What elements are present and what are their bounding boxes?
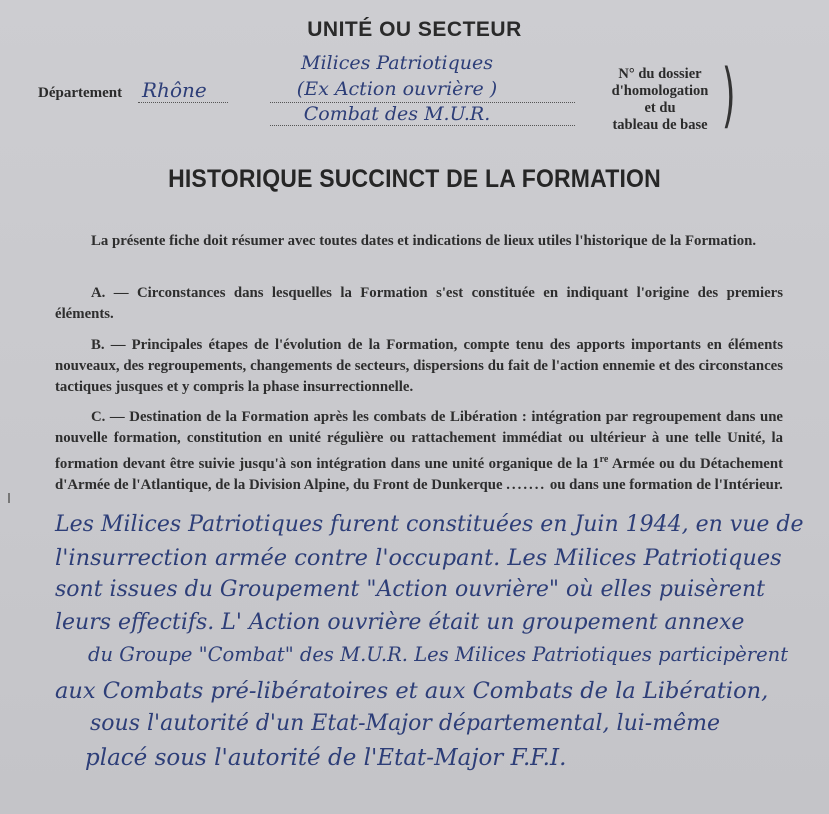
section-c-dots: ....... — [506, 476, 547, 493]
section-c-text-3: ou dans une formation de l'Intérieur. — [546, 476, 783, 493]
unit-name-line-3: Combat des M.U.R. — [303, 103, 491, 125]
handwritten-line-4: leurs effectifs. L' Action ouvrière était un groupement annexe — [55, 610, 745, 635]
unit-dotted-line-2 — [270, 125, 575, 126]
departement-label: Département — [38, 85, 123, 101]
handwritten-line-8: placé sous l'autorité de l'Etat-Major F.F.I. — [85, 745, 567, 771]
dossier-line-4: tableau de base — [612, 117, 708, 133]
margin-mark — [8, 493, 10, 503]
dossier-line-2: d'homologation — [611, 83, 709, 99]
section-a-text: A. — Circonstances dans lesquelles la Formation s'est constituée en indiquant l'origine des premiers éléments. — [55, 285, 783, 322]
section-c-text-2: Armée ou du Détachement d'Armée de l'Atlantique, de la Division Alpine, du Front de Dunkerque — [55, 455, 783, 493]
departement-dotted-line — [138, 102, 228, 103]
section-b-paragraph — [55, 335, 783, 398]
brace-mark: ) — [721, 54, 736, 136]
dossier-label — [590, 66, 730, 134]
intro-text: La présente fiche doit résumer avec toutes dates et indications de lieux utiles l'historique de la Formation. — [91, 233, 757, 249]
unit-sector-title: UNITÉ OU SECTEUR — [307, 18, 522, 41]
section-c-superscript: re — [599, 454, 609, 465]
handwritten-line-2: l'insurrection armée contre l'occupant. Les Milices Patriotiques — [55, 545, 782, 571]
section-c-text-1: C. — Destination de la Formation après les combats de Libération : intégration par regroupement dans une nouvelle formation, constitution en unité régulière ou rattachement immédiat ou ultérieur à une telle Unité, la formation devant être suivie jusqu'à son intégration dans une unité organique de la 1 — [55, 409, 783, 472]
intro-paragraph — [55, 231, 783, 252]
handwritten-line-7: sous l'autorité d'un Etat-Major départemental, lui-même — [90, 711, 720, 736]
section-c-paragraph — [55, 407, 783, 496]
handwritten-line-1: Les Milices Patriotiques furent constituées en Juin 1944, en vue de — [55, 512, 804, 537]
dossier-line-1: N° du dossier — [618, 66, 702, 82]
section-a-paragraph — [55, 283, 783, 325]
dossier-line-3: et du — [644, 100, 676, 116]
unit-dotted-line-1 — [270, 102, 575, 103]
departement-value: Rhône — [142, 78, 207, 102]
main-title: HISTORIQUE SUCCINCT DE LA FORMATION — [168, 165, 661, 193]
handwritten-line-5: du Groupe "Combat" des M.U.R. Les Milices Patriotiques participèrent — [88, 643, 789, 666]
section-b-text: B. — Principales étapes de l'évolution de la Formation, compte tenu des apports importants en éléments nouveaux, des regroupements, changements de secteurs, dispersions du fait de l'action ennemie et des circonstances tactiques jusques et y compris la phase insurrectionnelle. — [55, 337, 783, 395]
unit-name-line-2: (Ex Action ouvrière ) — [296, 78, 498, 100]
handwritten-line-6: aux Combats pré-libératoires et aux Combats de la Libération, — [55, 678, 769, 704]
unit-name-line-1: Milices Patriotiques — [301, 52, 493, 74]
handwritten-line-3: sont issues du Groupement "Action ouvrière" où elles puisèrent — [55, 577, 765, 602]
